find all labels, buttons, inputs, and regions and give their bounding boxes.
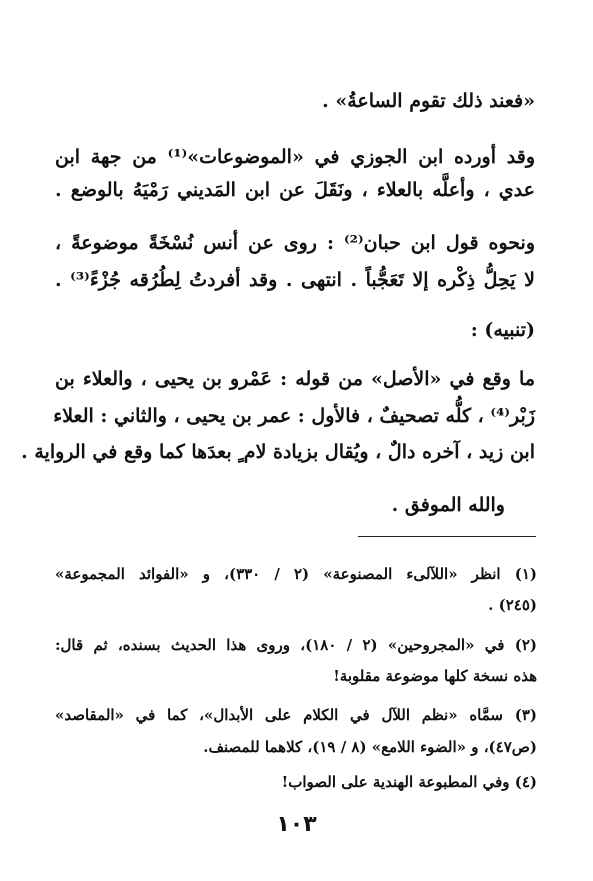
footnote-3-line-2: (ص٤٧)، و «الضوء اللامع» (٨ / ١٩)، كلاهما للمصنف. [203, 738, 537, 756]
body-line-8: زَبْر⁽⁴⁾ ، كلُّه تصحيفٌ ، فالأول : عمر بن يحيى ، والثاني : العلاء [53, 405, 535, 427]
page-number: ١٠٣ [276, 812, 317, 837]
body-line-1: «فعند ذلك تقوم الساعةُ» . [322, 90, 535, 112]
body-line-7: ما وقع في «الأصل» من قوله : عَمْرو بن يحيى ، والعلاء بن [55, 368, 535, 390]
body-line-5: لا يَحِلُّ ذِكْره إلا تَعَجُّباً . انتهى . وقد أفردتُ لِطُرُقه جُزْءً⁽³⁾ . [55, 269, 535, 291]
body-line-4: ونحوه قول ابن حبان⁽²⁾ : روى عن أنس نُسْخَةً موضوعةً ، [55, 232, 535, 254]
body-line-9: ابن زيد ، آخره دالٌ ، ويُقال بزيادة لام ٍ بعدَها كما وقع في الرواية . [21, 441, 535, 463]
footnote-4-line-1: (٤) وفي المطبوعة الهندية على الصواب! [281, 773, 537, 791]
footnote-1-line-2: (٢٤٥) . [488, 596, 537, 614]
body-line-3: عدي ، وأعلَّه بالعلاء ، ونَقَلَ عن ابن المَديني رَمْيَهُ بالوضع . [55, 179, 535, 201]
footnote-1-line-1: (١) انظر «اللآلىء المصنوعة» (٢ / ٣٣٠)، و «الفوائد المجموعة» [55, 565, 537, 583]
body-line-2: وقد أورده ابن الجوزي في «الموضوعات»⁽¹⁾ من جهة ابن [55, 146, 535, 168]
footnote-2-line-2: هذه نسخة كلها موضوعة مقلوبة! [333, 667, 537, 685]
footnote-2-line-1: (٢) في «المجروحين» (٢ / ١٨٠)، وروى هذا الحديث بسنده، ثم قال: [55, 636, 537, 654]
closing-line: والله الموفق . [391, 494, 505, 516]
footnote-3-line-1: (٣) سمَّاه «نظم اللآل في الكلام على الأبدال»، كما في «المقاصد» [55, 706, 537, 724]
section-heading: (تنبيه) : [470, 319, 535, 341]
footnote-separator [358, 536, 536, 537]
